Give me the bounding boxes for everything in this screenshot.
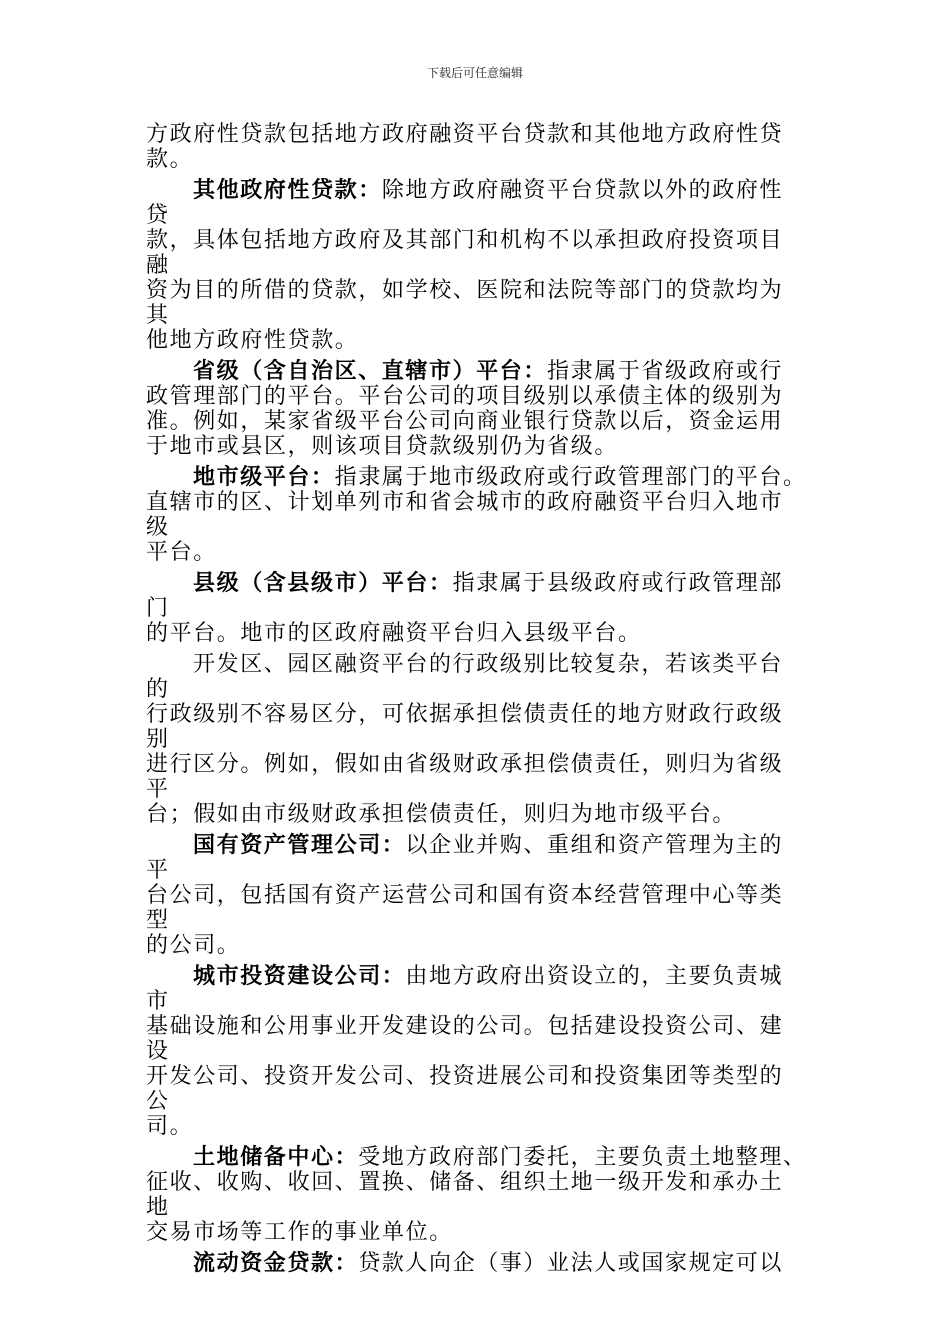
line-text: 开发公司、投资开发公司、投资进展公司和投资集团等类型的 — [146, 1064, 784, 1089]
line-text: 行政级别不容易区分，可依据承担偿债责任的地方财政行政级 — [146, 702, 784, 727]
line-text: 台公司，包括国有资产运营公司和国有资本经营管理中心等类 — [146, 883, 784, 908]
term-heading: 县级（含县级市）平台： — [193, 570, 453, 596]
text-line — [146, 571, 816, 596]
text-line — [146, 328, 816, 353]
term-heading: 国有资产管理公司： — [193, 832, 406, 858]
line-text: 受地方政府部门委托，主要负责土地整理、 — [358, 1145, 807, 1170]
line-text: 基础设施和公用事业开发建设的公司。包括建设投资公司、建 — [146, 1014, 784, 1039]
line-text: 司。 — [146, 1114, 194, 1139]
text-line — [146, 1195, 816, 1220]
text-line — [146, 933, 816, 958]
line-text: 平 — [146, 858, 170, 883]
line-text: 直辖市的区、计划单列市和省会城市的政府融资平台归入地市 — [146, 490, 784, 515]
text-line — [146, 434, 816, 459]
line-text: 设 — [146, 1039, 170, 1064]
text-line — [146, 727, 816, 752]
text-line — [146, 359, 816, 384]
text-line — [146, 203, 816, 228]
term-heading: 其他政府性贷款： — [193, 177, 382, 203]
line-text: 指隶属于省级政府或行 — [547, 359, 784, 384]
text-line — [146, 621, 816, 646]
text-line — [146, 964, 816, 989]
text-line — [146, 515, 816, 540]
text-line — [146, 384, 816, 409]
text-line — [146, 677, 816, 702]
line-text: 融 — [146, 253, 170, 278]
line-text: 资为目的所借的贷款，如学校、医院和法院等部门的贷款均为 — [146, 278, 784, 303]
line-text: 以企业并购、重组和资产管理为主的 — [405, 833, 784, 858]
text-line — [146, 883, 816, 908]
text-line — [146, 228, 816, 253]
line-text: 贷款人向企（事）业法人或国家规定可以 — [358, 1251, 784, 1276]
line-text: 由地方政府出资设立的，主要负责城 — [405, 964, 784, 989]
line-text: 款，具体包括地方政府及其部门和机构不以承担政府投资项目 — [146, 228, 784, 253]
line-text: 的公司。 — [146, 933, 241, 958]
term-heading: 城市投资建设公司： — [193, 963, 406, 989]
line-text: 的 — [146, 677, 170, 702]
term-heading: 土地储备中心： — [193, 1144, 359, 1170]
text-line — [146, 989, 816, 1014]
line-text: 准。例如，某家省级平台公司向商业银行贷款以后，资金运用 — [146, 409, 784, 434]
text-line — [146, 253, 816, 278]
line-text: 其 — [146, 303, 170, 328]
text-line — [146, 490, 816, 515]
term-heading: 省级（含自治区、直辖市）平台： — [193, 358, 548, 384]
line-text: 门 — [146, 596, 170, 621]
text-line — [146, 1251, 816, 1276]
line-text: 别 — [146, 727, 170, 752]
line-text: 平 — [146, 777, 170, 802]
text-line — [146, 540, 816, 565]
line-text: 征收、收购、收回、置换、储备、组织土地一级开发和承办土 — [146, 1170, 784, 1195]
line-text: 的平台。地市的区政府融资平台归入县级平台。 — [146, 621, 642, 646]
line-text: 级 — [146, 515, 170, 540]
text-line — [146, 1170, 816, 1195]
line-text: 款。 — [146, 147, 194, 172]
line-text: 市 — [146, 989, 170, 1014]
text-line — [146, 833, 816, 858]
page-header-note: 下载后可任意编辑 — [426, 66, 523, 80]
line-text: 交易市场等工作的事业单位。 — [146, 1220, 453, 1245]
line-text: 台；假如由市级财政承担偿债责任，则归为地市级平台。 — [146, 802, 737, 827]
line-text: 公 — [146, 1089, 170, 1114]
text-line — [146, 1145, 816, 1170]
text-line — [146, 278, 816, 303]
text-line — [146, 1064, 816, 1089]
term-heading: 流动资金贷款： — [193, 1250, 359, 1276]
text-line — [146, 802, 816, 827]
line-text: 进行区分。例如，假如由省级财政承担偿债责任，则归为省级 — [146, 752, 784, 777]
text-line — [146, 409, 816, 434]
text-line — [146, 1014, 816, 1039]
line-text: 地 — [146, 1195, 170, 1220]
line-text: 平台。 — [146, 540, 217, 565]
text-line — [146, 596, 816, 621]
text-line — [146, 752, 816, 777]
text-line — [146, 178, 816, 203]
text-line — [146, 465, 816, 490]
line-text: 型 — [146, 908, 170, 933]
text-line — [146, 303, 816, 328]
document-body — [146, 122, 816, 1276]
line-text: 他地方政府性贷款。 — [146, 328, 359, 353]
term-heading: 地市级平台： — [193, 464, 335, 490]
line-text: 指隶属于地市级政府或行政管理部门的平台。 — [334, 465, 807, 490]
text-line — [146, 147, 816, 172]
text-line — [146, 1220, 816, 1245]
text-line — [146, 702, 816, 727]
text-line — [146, 908, 816, 933]
text-line — [146, 777, 816, 802]
line-text: 于地市或县区，则该项目贷款级别仍为省级。 — [146, 434, 619, 459]
line-text: 贷 — [146, 203, 170, 228]
line-text: 开发区、园区融资平台的行政级别比较复杂，若该类平台 — [193, 652, 784, 677]
line-text: 指隶属于县级政府或行政管理部 — [452, 571, 784, 596]
text-line — [146, 652, 816, 677]
line-text: 除地方政府融资平台贷款以外的政府性 — [381, 178, 784, 203]
text-line — [146, 1114, 816, 1139]
text-line — [146, 858, 816, 883]
line-text: 方政府性贷款包括地方政府融资平台贷款和其他地方政府性贷 — [146, 122, 784, 147]
text-line — [146, 122, 816, 147]
line-text: 政管理部门的平台。平台公司的项目级别以承债主体的级别为 — [146, 384, 784, 409]
text-line — [146, 1039, 816, 1064]
text-line — [146, 1089, 816, 1114]
